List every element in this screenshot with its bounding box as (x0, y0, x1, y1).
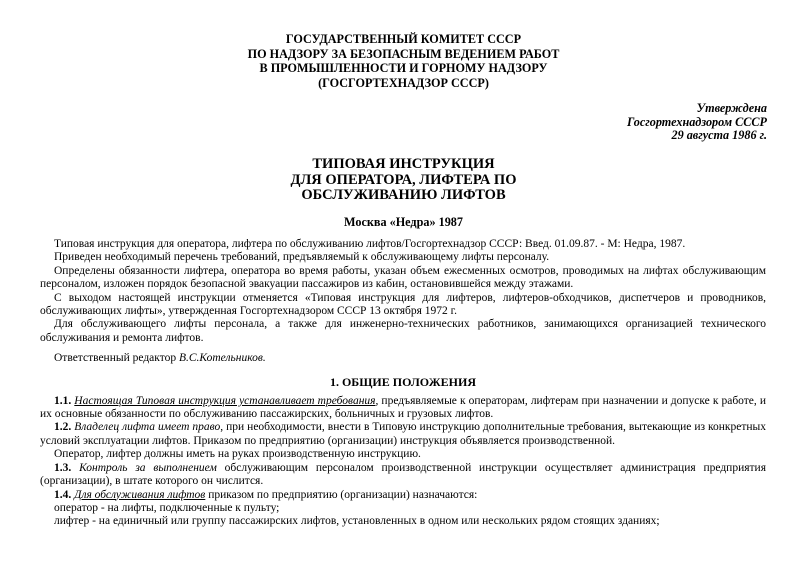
item-number: 1.3. (54, 461, 72, 474)
approval-line: Утверждена (696, 101, 767, 115)
title-line: ОБСЛУЖИВАНИЮ ЛИФТОВ (301, 187, 506, 204)
item-lead: Для обслуживания лифтов (74, 488, 206, 501)
organization-header (0, 32, 807, 90)
document-body (40, 238, 766, 529)
title-line: ДЛЯ ОПЕРАТОРА, ЛИФТЕРА ПО (290, 171, 517, 188)
intro-paragraph: Приведен необходимый перечень требований, предъявляемый к обслуживающему лифты персоналу. (54, 251, 550, 264)
item-text: обслуживающим персоналом производственной инструкции осуществляет администрация предприятия (организации), в штате которого он числится. (40, 461, 766, 488)
item-number: 1.1. (54, 394, 72, 407)
item-lead: Контроль за выполнением (79, 461, 217, 474)
publisher-info: Москва «Недра» 1987 (344, 215, 463, 229)
section-item (40, 502, 766, 515)
org-line: ГОСУДАРСТВЕННЫЙ КОМИТЕТ СССР (285, 32, 522, 46)
item-lead: Владелец лифта имеет право (74, 421, 221, 434)
item-text: приказом по предприятию (организации) назначаются: (205, 488, 478, 501)
editor-label: Ответственный редактор (54, 352, 179, 365)
section-item (40, 421, 766, 448)
intro-paragraph: Типовая инструкция для оператора, лифтера по обслуживанию лифтов/Госгортехнадзор СССР: Введ. 01.09.87. - М: Недра, 1987. (54, 238, 686, 250)
item-text: , при необходимости, внести в Типовую инструкцию дополнительные требования, вытекающие из конкретных условий эксплуатации лифтов. Приказом по предприятию (организации) инструкция объявляется производственной. (40, 421, 767, 447)
item-text: , предъявляемые к операторам, лифтерам при назначении и допуске к работе, и их основные обязанности по обслуживанию пассажирских, больничных и грузовых лифтов. (40, 394, 766, 421)
item-text: оператор - на лифты, подключенные к пульту; (54, 501, 280, 514)
section-heading: 1. ОБЩИЕ ПОЛОЖЕНИЯ (329, 374, 477, 389)
editor-name: В.С.Котельников. (178, 352, 266, 365)
document-title (0, 157, 807, 204)
org-line: (ГОСГОРТЕХНАДЗОР СССР) (318, 75, 489, 90)
section-item (40, 395, 766, 422)
section-item (40, 489, 766, 502)
item-text: Оператор, лифтер должны иметь на руках производственную инструкцию. (54, 448, 421, 461)
approval-line: 29 августа 1986 г. (671, 128, 767, 142)
section-item (40, 515, 766, 528)
intro-paragraph: Определены обязанности лифтера, оператора во время работы, указан объем ежесменных осмотров, проводимых на лифтах обслуживающим персоналом, изложен порядок безопасной эвакуации пассажиров из кабин, остановившейся между этажами. (40, 264, 766, 291)
editor-line (40, 352, 766, 365)
item-number: 1.2. (54, 421, 72, 434)
section-item (40, 462, 766, 489)
title-line: ТИПОВАЯ ИНСТРУКЦИЯ (312, 156, 495, 172)
intro-paragraph: С выходом настоящей инструкции отменяется «Типовая инструкция для лифтеров, лифтеров-обходчиков, диспетчеров и проводников, обслуживающих лифты», утвержденная Госгортехнадзором СССР 13 октября 1972 г. (40, 291, 766, 318)
item-lead: Настоящая Типовая инструкция устанавливает требования (74, 394, 376, 407)
org-line: В ПРОМЫШЛЕННОСТИ И ГОРНОМУ НАДЗОРУ (259, 61, 548, 75)
approval-line: Госгортехнадзором СССР (627, 114, 767, 129)
approval-block (627, 102, 767, 143)
intro-paragraph: Для обслуживающего лифты персонала, а также для инженерно-технических работников, занимающихся организацией технического обслуживания и ремонта лифтов. (40, 318, 766, 344)
section-item (40, 448, 766, 461)
item-text: лифтер - на единичный или группу пассажирских лифтов, установленных в одном или нескольких рядом стоящих зданиях; (54, 515, 660, 528)
org-line: ПО НАДЗОРУ ЗА БЕЗОПАСНЫМ ВЕДЕНИЕМ РАБОТ (247, 46, 560, 61)
item-number: 1.4. (54, 488, 72, 501)
